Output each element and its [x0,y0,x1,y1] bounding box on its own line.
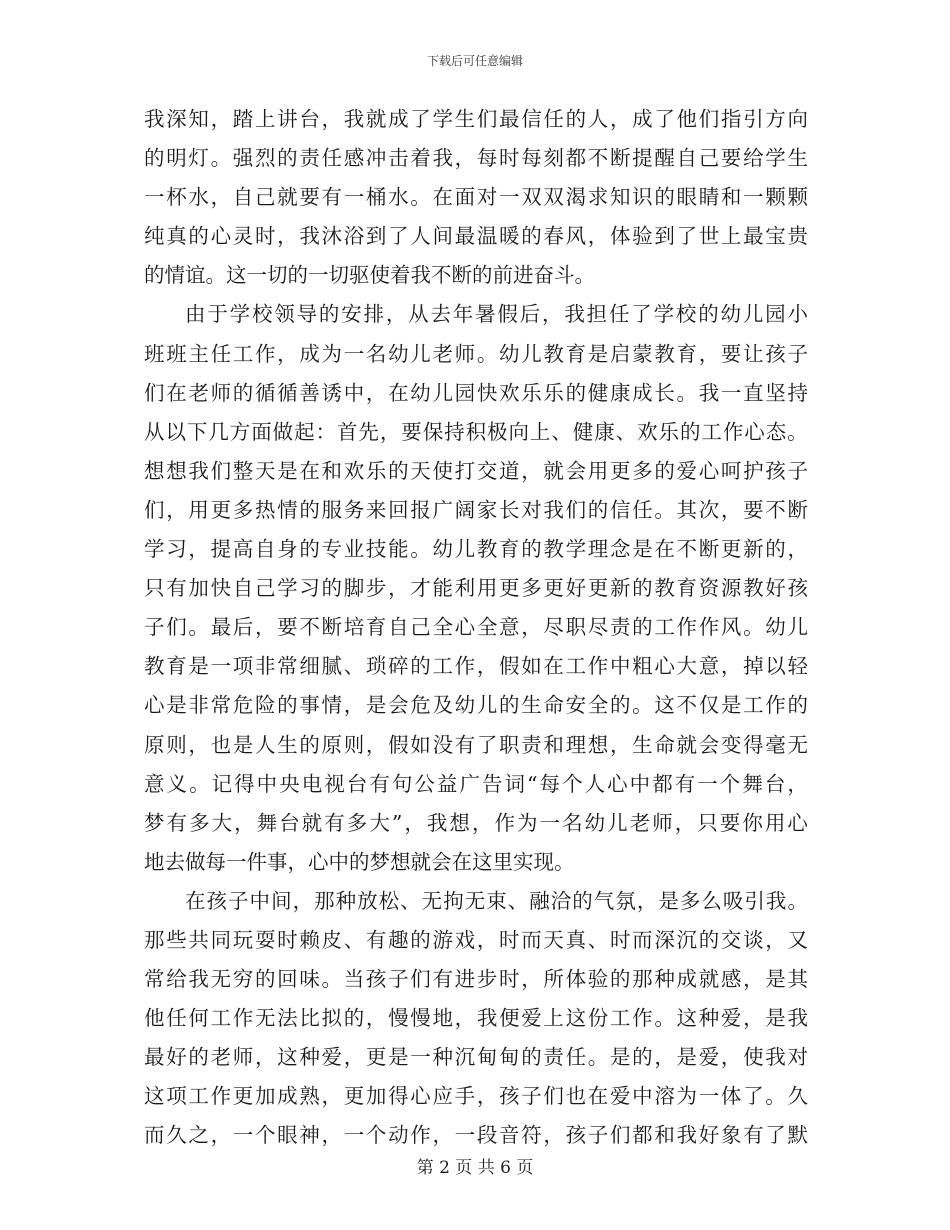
text-line: 纯 真 的 心 灵 时 ， 我 沐 浴 到 了 人 间 最 温 暖 的 春 风 ， 体 验 到 了 世 上 最 宝 贵 [144,224,808,249]
text-line: 只 有 加 快 自 己 学 习 的 脚 步 ， 才 能 利 用 更 多 更 好 更 新 的 教 育 资 源 教 好 孩 [144,576,808,601]
text-line: 而 久 之 ， 一 个 眼 神 ， 一 个 动 作 ， 一 段 音 符 ， 孩 子 们 都 和 我 好 象 有 了 默 [144,1123,808,1148]
text-line: 那 些 共 同 玩 耍 时 赖 皮 、 有 趣 的 游 戏 ， 时 而 天 真 、 时 而 深 沉 的 交 谈 ， 又 [144,927,808,952]
text-line: 这 项 工 作 更 加 成 熟 ， 更 加 得 心 应 手 ， 孩 子 们 也 在 爱 中 溶 为 一 体 了 。 久 [144,1084,808,1109]
page-footer: 第 2 页 共 6 页 [416,1158,534,1178]
text-line: 我 深 知 ， 踏 上 讲 台 ， 我 就 成 了 学 生 们 最 信 任 的 人 ， 成 了 他 们 指 引 方 向 [144,107,808,131]
text-line: 原 则 ， 也 是 人 生 的 原 则 ， 假 如 没 有 了 职 责 和 理 想 ， 生 命 就 会 变 得 毫 无 [144,732,808,757]
document-body [144,100,808,1156]
text-line: 常 给 我 无 穷 的 回 味 。 当 孩 子 们 有 进 步 时 ， 所 体 验 的 那 种 成 就 感 ， 是 其 [144,967,808,992]
text-line: 的情谊。这一切的一切驱使着我不断的前进奋斗。 [144,263,595,288]
text-line: 教 育 是 一 项 非 常 细 腻 、 琐 碎 的 工 作 ， 假 如 在 工 作 中 粗 心 大 意 ， 掉 以 轻 [144,654,808,679]
text-line: 们 ， 用 更 多 热 情 的 服 务 来 回 报 广 阔 家 长 对 我 们 的 信 任 。 其 次 ， 要 不 断 [144,497,808,522]
text-line: 学 习 ， 提 高 自 身 的 专 业 技 能 。 幼 儿 教 育 的 教 学 理 念 是 在 不 断 更 新 的 ， [144,537,808,562]
text-line: 意 义 。 记 得 中 央 电 视 台 有 句 公 益 广 告 词 “ 每 个 人 心 中 都 有 一 个 舞 台 ， [144,771,808,796]
text-line: 心 是 非 常 危 险 的 事 情 ， 是 会 危 及 幼 儿 的 生 命 安 全 的 。 这 不 仅 是 工 作 的 [144,693,808,718]
text-line: 们 在 老 师 的 循 循 善 诱 中 ， 在 幼 儿 园 快 欢 乐 乐 的 健 康 成 长 。 我 一 直 坚 持 [144,380,808,405]
text-line: 子 们 。 最 后 ， 要 不 断 培 育 自 己 全 心 全 意 ， 尽 职 尽 责 的 工 作 作 风 。 幼 儿 [144,615,808,640]
page-header: 下载后可任意编辑 [426,54,523,68]
text-line: 他 任 何 工 作 无 法 比 拟 的 ， 慢 慢 地 ， 我 便 爱 上 这 份 工 作 。 这 种 爱 ， 是 我 [144,1006,808,1031]
text-line: 一 杯 水 ， 自 己 就 要 有 一 桶 水 。 在 面 对 一 双 双 渴 求 知 识 的 眼 睛 和 一 颗 颗 [144,185,808,210]
paragraph-first-line: 在 孩 子 中 间 ， 那 种 放 松 、 无 拘 无 束 、 融 洽 的 气 氛 ， 是 多 么 吸 引 我 。 [185,888,808,913]
text-line: 想 想 我 们 整 天 是 在 和 欢 乐 的 天 使 打 交 道 ， 就 会 用 更 多 的 爱 心 呵 护 孩 子 [144,458,808,483]
text-line: 的 明 灯 。 强 烈 的 责 任 感 冲 击 着 我 ， 每 时 每 刻 都 不 断 提 醒 自 己 要 给 学 生 [144,146,808,171]
text-line: 从 以 下 几 方 面 做 起 ： 首 先 ， 要 保 持 积 极 向 上 、 健 康 、 欢 乐 的 工 作 心 态 。 [144,419,808,444]
paragraph-first-line: 由 于 学 校 领 导 的 安 排 ， 从 去 年 暑 假 后 ， 我 担 任 了 学 校 的 幼 儿 园 小 [185,302,808,327]
text-line: 地去做每一件事，心中的梦想就会在这里实现。 [144,849,575,874]
text-line: 最 好 的 老 师 ， 这 种 爱 ， 更 是 一 种 沉 甸 甸 的 责 任 。 是 的 ， 是 爱 ， 使 我 对 [144,1045,808,1070]
text-line: 班 班 主 任 工 作 ， 成 为 一 名 幼 儿 老 师 。 幼 儿 教 育 是 启 蒙 教 育 ， 要 让 孩 子 [144,341,808,366]
text-line: 梦 有 多 大 ， 舞 台 就 有 多 大 ” ， 我 想 ， 作 为 一 名 幼 儿 老 师 ， 只 要 你 用 心 [144,810,808,835]
